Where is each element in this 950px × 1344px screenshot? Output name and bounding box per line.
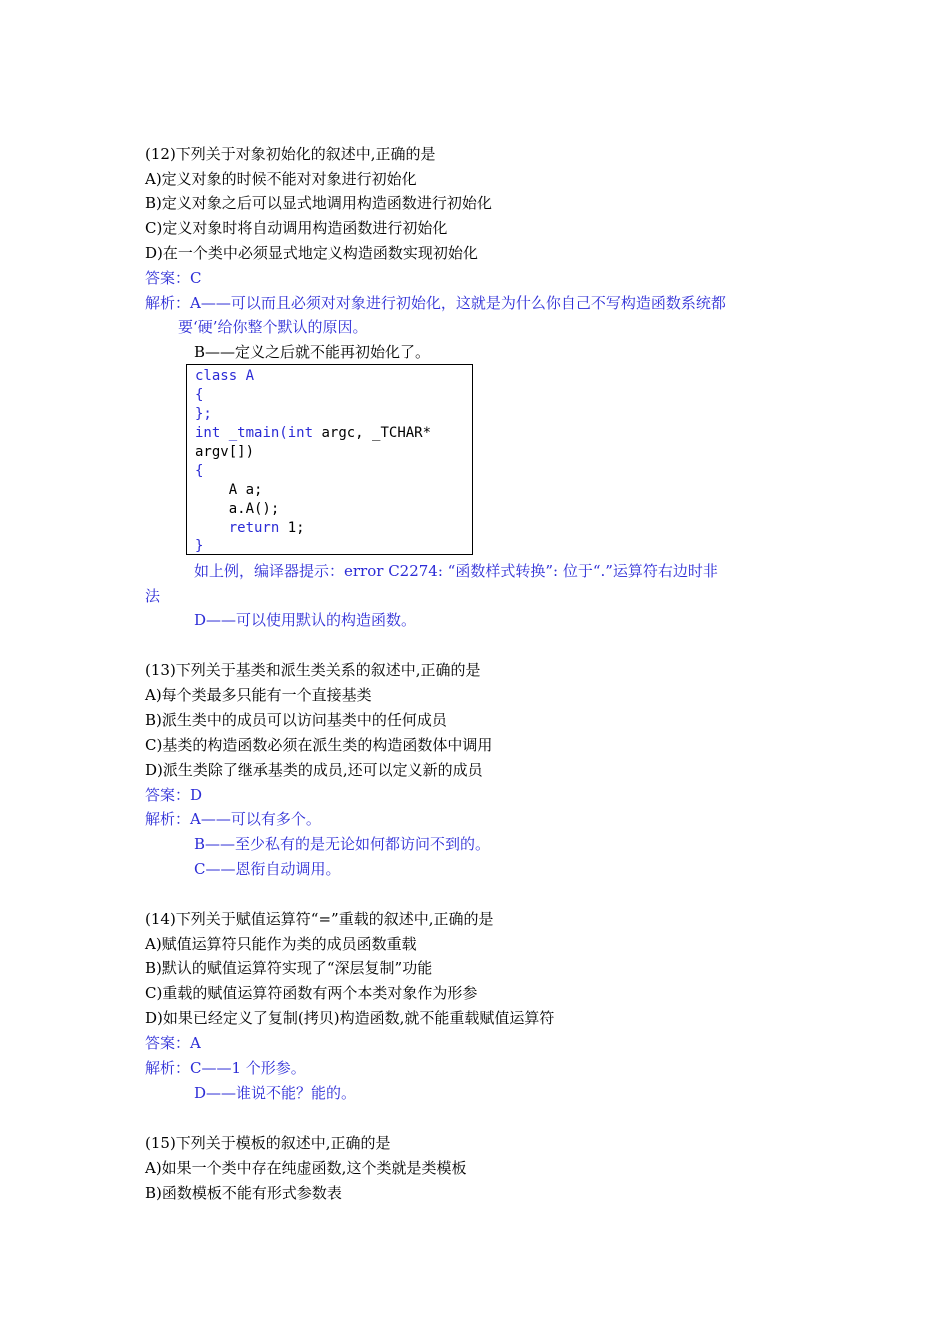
question-13-analysis-b: B——至少私有的是无论如何都访问不到的。: [194, 835, 491, 853]
code-line: }: [195, 538, 204, 554]
question-12-compiler-note-cont: 法: [145, 587, 161, 605]
question-13-text: (13)下列关于基类和派生类关系的叙述中,正确的是: [145, 661, 481, 679]
question-13-analysis-a: 解析：A——可以有多个。: [145, 810, 321, 828]
code-line: a.A();: [195, 501, 280, 517]
question-13-analysis-c: C——恩衔自动调用。: [194, 860, 341, 878]
question-12-analysis-a: 解析：A——可以而且必须对对象进行初始化，这就是为什么你自己不写构造函数系统都: [145, 294, 726, 312]
code-line: int _tmain(int argc, _TCHAR*: [195, 425, 432, 441]
question-14-text: (14)下列关于赋值运算符“=”重载的叙述中,正确的是: [145, 910, 494, 928]
question-15-text: (15)下列关于模板的叙述中,正确的是: [145, 1134, 391, 1152]
question-14-analysis-c: 解析：C——1 个形参。: [145, 1059, 306, 1077]
question-13-answer: 答案：D: [145, 786, 203, 804]
question-14-option-a: A)赋值运算符只能作为类的成员函数重载: [145, 935, 417, 953]
question-15-option-a: A)如果一个类中存在纯虚函数,这个类就是类模板: [145, 1159, 467, 1177]
question-12-option-d: D)在一个类中必须显式地定义构造函数实现初始化: [145, 244, 478, 262]
code-line: class A: [195, 368, 255, 384]
question-12-compiler-note: 如上例，编译器提示：error C2274: “函数样式转换”: 位于“.”运算符右边时非: [194, 562, 718, 580]
code-example-box: [186, 364, 473, 555]
code-line: argv[]): [195, 444, 255, 460]
question-14-option-c: C)重载的赋值运算符函数有两个本类对象作为形参: [145, 984, 478, 1002]
question-12-analysis-d: D——可以使用默认的构造函数。: [194, 611, 417, 629]
question-13-option-a: A)每个类最多只能有一个直接基类: [145, 686, 372, 704]
question-14-option-d: D)如果已经定义了复制(拷贝)构造函数,就不能重载赋值运算符: [145, 1009, 555, 1027]
question-14-analysis-d: D——谁说不能？能的。: [194, 1084, 357, 1102]
question-12-text: (12)下列关于对象初始化的叙述中,正确的是: [145, 145, 436, 163]
question-12-option-a: A)定义对象的时候不能对对象进行初始化: [145, 170, 417, 188]
question-13-option-c: C)基类的构造函数必须在派生类的构造函数体中调用: [145, 736, 493, 754]
question-13-option-b: B)派生类中的成员可以访问基类中的任何成员: [145, 711, 447, 729]
code-line: return 1;: [228, 520, 305, 536]
code-line: {: [195, 463, 204, 479]
question-12-option-b: B)定义对象之后可以显式地调用构造函数进行初始化: [145, 194, 492, 212]
question-14-answer: 答案：A: [145, 1034, 201, 1052]
question-12-option-c: C)定义对象时将自动调用构造函数进行初始化: [145, 219, 448, 237]
code-line: A a;: [195, 482, 263, 498]
question-12-answer: 答案：C: [145, 269, 202, 287]
question-12-analysis-b: B——定义之后就不能再初始化了。: [194, 343, 431, 361]
question-15-option-b: B)函数模板不能有形式参数表: [145, 1184, 342, 1202]
code-line: };: [195, 406, 212, 422]
question-14-option-b: B)默认的赋值运算符实现了“深层复制”功能: [145, 959, 433, 977]
question-12-analysis-a-cont: 要‘硬’给你整个默认的原因。: [178, 318, 368, 336]
code-line: {: [195, 387, 204, 403]
question-13-option-d: D)派生类除了继承基类的成员,还可以定义新的成员: [145, 761, 483, 779]
